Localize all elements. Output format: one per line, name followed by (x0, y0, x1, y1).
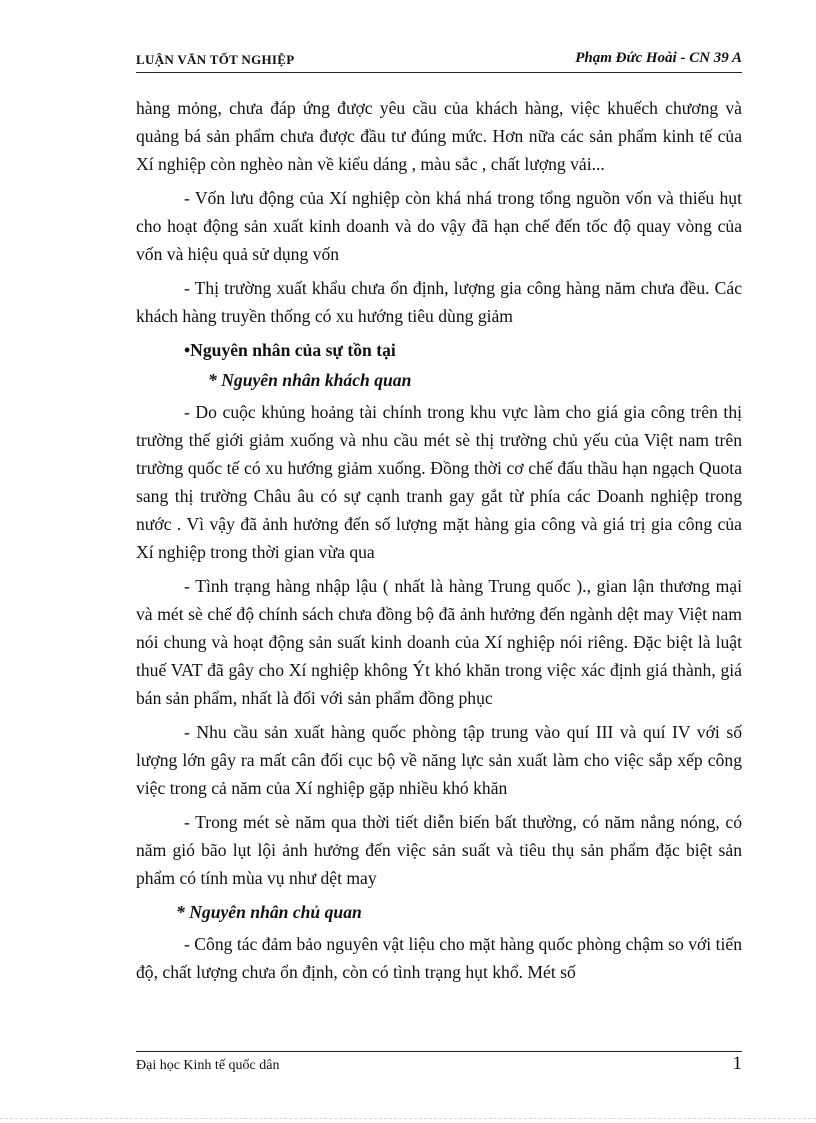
header-thesis-label: LUẬN VĂN TỐT NGHIỆP (136, 52, 295, 67)
page-number: 1 (732, 1053, 742, 1074)
paragraph: - Vốn lưu động của Xí nghiệp còn khá nhá trong tổng nguồn vốn và thiếu hụt cho hoạt động sản xuất kinh doanh và do vậy đã hạn chế đến tốc độ quay vòng của vốn và hiệu quả sử dụng vốn (136, 188, 742, 264)
paragraph: - Do cuộc khủng hoảng tài chính trong khu vực làm cho giá gia công trên thị trường thế giới giảm xuống và nhu cầu mét sè thị trường chủ yếu của Việt nam trên trường quốc tế có xu hướng giảm xuống. Đồng thời cơ chế đấu thầu hạn ngạch Quota sang thị trường Châu âu có sự cạnh tranh gay gắt từ phía các Doanh nghiệp trong nước . Vì vậy đã ảnh hưởng đến số lượng mặt hàng gia công và giá trị gia công của Xí nghiệp trong thời gian vừa qua (136, 402, 742, 562)
subsection-heading-objective: * Nguyên nhân khách quan (208, 370, 412, 390)
subsection-heading-subjective: * Nguyên nhân chủ quan (176, 902, 362, 922)
paragraph: - Thị trường xuất khẩu chưa ổn định, lượng gia công hàng năm chưa đều. Các khách hàng truyền thống có xu hướng tiêu dùng giảm (136, 278, 742, 326)
document-body (136, 94, 742, 992)
section-heading: •Nguyên nhân của sự tồn tại (184, 340, 396, 360)
paragraph: - Công tác đảm bảo nguyên vật liệu cho mặt hàng quốc phòng chậm so với tiến độ, chất lượng chưa ổn định, còn có tình trạng hụt khổ. Mét số (136, 934, 742, 982)
paragraph: - Tình trạng hàng nhập lậu ( nhất là hàng Trung quốc )., gian lận thương mại và mét sè chế độ chính sách chưa đồng bộ đã ảnh hưởng đến ngành dệt may Việt nam nói chung và hoạt động sản suất kinh doanh của Xí nghiệp nói riêng. Đặc biệt là luật thuế VAT đã gây cho Xí nghiệp không Ýt khó khăn trong việc xác định giá thành, giá bán sản phẩm, nhất là đối với sản phẩm đồng phục (136, 576, 742, 708)
page-edge-divider (0, 1118, 816, 1119)
footer-university: Đại học Kinh tế quốc dân (136, 1058, 280, 1073)
page-header (136, 50, 742, 73)
footer-divider (136, 1051, 742, 1052)
paragraph: - Trong mét sè năm qua thời tiết diễn biến bất thường, có năm nắng nóng, có năm gió bão lụt lội ảnh hưởng đến việc sản suất và tiêu thụ sản phẩm đặc biệt sản phẩm có tính mùa vụ như dệt may (136, 812, 742, 888)
header-author: Phạm Đức Hoài - CN 39 A (575, 50, 742, 66)
paragraph: hàng mỏng, chưa đáp ứng được yêu cầu của khách hàng, việc khuếch chương và quảng bá sản phẩm chưa được đầu tư đúng mức. Hơn nữa các sản phẩm kinh tế của Xí nghiệp còn nghèo nàn về kiểu dáng , màu sắc , chất lượng vải... (136, 98, 742, 174)
paragraph: - Nhu cầu sản xuất hàng quốc phòng tập trung vào quí III và quí IV với số lượng lớn gây ra mất cân đối cục bộ về năng lực sản xuất làm cho việc sắp xếp công việc trong cả năm của Xí nghiệp gặp nhiều khó khăn (136, 722, 742, 798)
